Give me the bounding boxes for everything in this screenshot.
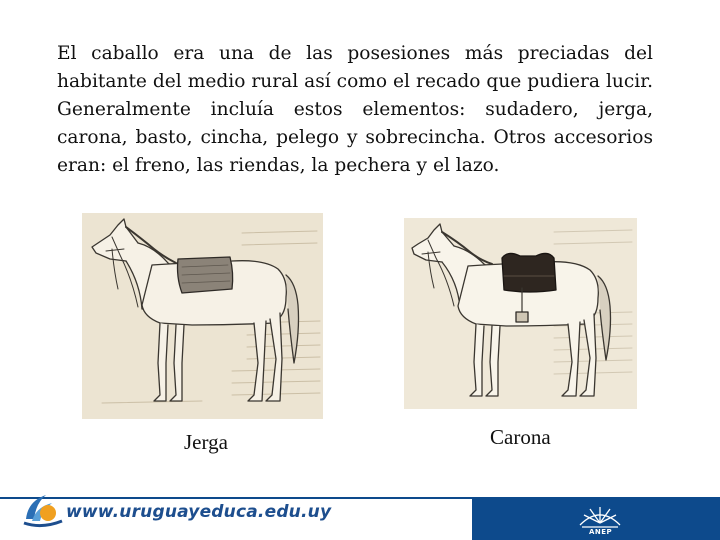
horse-jerga-figure: [82, 213, 323, 419]
anep-label: ANEP: [589, 528, 613, 536]
intro-paragraph: El caballo era una de las posesiones más preciadas del habitante del medio rural así como el recado que pudiera lucir. Generalmente incluía estos elementos: sudadero, jerga, carona, basto, cincha, pelego y sobrecincha. Otros accesorios eran: el freno, las riendas, la pechera y el lazo.: [57, 43, 653, 176]
uruguayeduca-logo-icon: [18, 487, 66, 531]
horse-carona-figure: [404, 218, 637, 409]
horse-carona-illustration: [404, 218, 637, 409]
jerga-caption: Jerga: [184, 430, 228, 454]
footer-url[interactable]: www.uruguayeduca.edu.uy: [66, 502, 332, 522]
horse-jerga-illustration: [82, 213, 323, 419]
carona-caption: Carona: [490, 425, 551, 449]
